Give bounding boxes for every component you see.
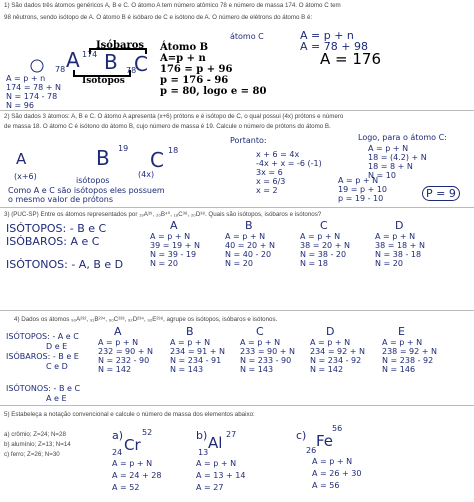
q3-class-line: ISÓBAROS: A e C — [6, 235, 100, 248]
q1-atomo-b — [160, 42, 266, 97]
q2-note-line2: o mesmo valor de prótons — [8, 195, 114, 204]
q3-col-line: N = 38 - 20 — [300, 250, 347, 259]
q5b-num: 13 — [198, 448, 209, 457]
atomo-b-line: 176 = p + 96 — [160, 64, 233, 75]
logo-line: N = 10 — [368, 171, 396, 180]
equation-line: x + 6 = 4x — [256, 150, 300, 159]
atomo-c-line: A = p + n — [300, 29, 354, 42]
q4-col-line: N = 146 — [382, 365, 416, 374]
q4-col-letter: C — [256, 325, 264, 338]
q2-statement-line1: 2) São dados 3 átomos: A, B e C. O átomo A apresenta (x+6) prótons e é isótopo de C, o qual possui (4x) prótons e número — [4, 113, 344, 120]
q4-col-line: 233 = 90 + N — [240, 347, 296, 356]
equation-line: -4x + x = -6 (-1) — [256, 159, 322, 168]
logo-line: A = p + N — [368, 144, 409, 153]
q2-note-line1: Como A e C são isótopos eles possuem — [8, 186, 165, 195]
equation-line: x = 2 — [256, 186, 278, 195]
q5a-work — [112, 458, 161, 494]
q3-col-line: A = p + N — [225, 232, 266, 241]
work-line: A = p + n — [6, 74, 46, 83]
q5a-symbol: Cr — [124, 436, 141, 454]
q4-col-line: N = 143 — [240, 365, 274, 374]
q5c-symbol: Fe — [316, 432, 334, 450]
q4-class-line: ISÓTOPOS: - A e C — [6, 332, 79, 341]
q4-col-d — [310, 326, 365, 374]
logo-label: Logo, para o átomo C: — [358, 133, 447, 142]
q5a-num: 24 — [112, 448, 123, 457]
equation-line: 3x = 6 — [256, 168, 283, 177]
q4-statement: 4) Dados os átomos ₉₀A²³², ₉₁B²³⁴, ₉₀C²³³, ₉₂D²³⁴, ₉₂E²³⁸, agrupe os isótopos, isóbaros e isótonos. — [14, 316, 278, 323]
q5b-line: A = p + N — [196, 459, 237, 468]
q5-statement: 5) Estabeleça a notação convencional e calcule o número de massa dos elementos abaixo: — [4, 411, 255, 418]
q2-label-isotopos: isótopos — [76, 176, 110, 185]
b-work-line: A = p + N — [338, 176, 379, 185]
atom-a-mass: 174 — [82, 50, 98, 59]
q3-col-line: N = 38 - 18 — [375, 250, 422, 259]
q3-col-line: N = 20 — [225, 259, 253, 268]
q4-col-line: 234 = 92 + N — [310, 347, 366, 356]
q5a-mass: 52 — [142, 428, 153, 437]
work-line: 174 = 78 + N — [6, 83, 62, 92]
q5-items — [4, 430, 71, 460]
q5c-line: A = 56 — [312, 481, 340, 490]
work-line: N = 96 — [6, 101, 34, 110]
q3-class-line: ISÓTOPOS: - B e C — [6, 222, 107, 235]
q2-answer: P = 9 — [422, 186, 460, 201]
q3-col-letter: C — [320, 219, 328, 232]
atomo-c-result: A = 176 — [320, 50, 381, 68]
q5-item: b) alumínio; Z=13; N=14 — [4, 441, 71, 448]
atomo-b-line: p = 80, logo e = 80 — [160, 86, 267, 97]
atom-a-number: 78 — [55, 65, 66, 74]
q3-col-line: N = 39 - 19 — [150, 250, 197, 259]
q2-atom-b: B — [96, 146, 110, 170]
atomo-c-line: A = 78 + 98 — [300, 40, 368, 53]
q4-class-line: A e E — [46, 394, 67, 403]
q1-statement-line1: 1) São dados três átomos genéricos A, B e C. O átomo A tem número atômico 78 e número de massa 174. O átomo C tem — [4, 2, 341, 9]
atom-a-symbol: A — [66, 48, 80, 72]
q3-col-line: N = 20 — [150, 259, 178, 268]
q5c-label: c) — [296, 429, 307, 442]
q4-col-line: A = p + N — [382, 338, 423, 347]
q3-col-line: A = p + N — [150, 232, 191, 241]
q5b-symbol: Al — [208, 434, 223, 452]
q1-atomo-c — [300, 30, 381, 67]
q4-col-line: 234 = 91 + N — [170, 347, 226, 356]
q4-col-c — [240, 326, 295, 374]
portanto-label: Portanto: — [230, 136, 267, 145]
atomo-b-line: A=p + n — [160, 53, 206, 64]
q2-label-a: (x+6) — [14, 172, 37, 181]
q5c-line: A = 26 + 30 — [312, 469, 362, 478]
q3-col-letter: D — [395, 219, 404, 232]
q5a-line: A = p + N — [112, 459, 153, 468]
q3-col-line: A = p + N — [300, 232, 341, 241]
atomo-b-title: Átomo B — [160, 42, 209, 53]
q5c-work — [312, 456, 361, 492]
q3-col-b — [225, 220, 275, 268]
q2-equations — [256, 150, 322, 195]
atom-b-symbol: B — [104, 50, 118, 74]
q4-col-line: N = 234 - 92 — [310, 356, 362, 365]
q5b-label: b) — [196, 429, 208, 442]
q3-class-line: ISÓTONOS: - A, B e D — [6, 258, 124, 271]
q3-col-line: A = p + N — [375, 232, 416, 241]
q3-col-line: 38 = 20 + N — [300, 241, 350, 250]
logo-line: 18 = 8 + N — [368, 162, 413, 171]
q5b-mass: 27 — [226, 430, 237, 439]
q5-item: c) ferro; Z=26; N=30 — [4, 451, 60, 458]
q3-col-line: 39 = 19 + N — [150, 241, 200, 250]
q3-col-line: 38 = 18 + N — [375, 241, 425, 250]
q3-col-line: N = 40 - 20 — [225, 250, 272, 259]
q4-col-line: N = 238 - 92 — [382, 356, 434, 365]
q3-col-d — [375, 220, 425, 268]
q2-label-c: (4x) — [138, 170, 155, 179]
q4-col-line: N = 142 — [310, 365, 344, 374]
atom-c-number: 78 — [126, 66, 137, 75]
q3-col-c — [300, 220, 350, 268]
q2-atom-c: C — [150, 148, 164, 172]
q4-col-line: A = p + N — [170, 338, 211, 347]
b-work-line: 19 = p + 10 — [338, 185, 388, 194]
q5b-line: A = 27 — [196, 483, 224, 492]
atomo-b-line: p = 176 - 96 — [160, 75, 229, 86]
q4-class-line: ISÓBAROS: - B e E — [6, 352, 79, 361]
q4-col-line: A = p + N — [98, 338, 139, 347]
q5c-num: 26 — [306, 446, 317, 455]
q4-class-line: C e D — [46, 362, 68, 371]
q2-logo-work — [368, 144, 427, 180]
q3-statement: 3) (PUC-SP) Entre os átomos representados por ₁₉A³⁹, ₂₀B⁴⁰, ₁₈C³⁸, ₂₀D³⁸. Quais são isótopos, isóbaros e isótonos? — [4, 211, 322, 218]
q4-col-letter: D — [326, 325, 335, 338]
q4-col-line: 232 = 90 + N — [98, 347, 154, 356]
work-line: N = 174 - 78 — [6, 92, 58, 101]
logo-line: 18 = (4.2) + N — [368, 153, 427, 162]
q4-col-a — [98, 326, 153, 374]
q3-col-line: 40 = 20 + N — [225, 241, 275, 250]
q2-c-mass: 18 — [168, 146, 179, 155]
q5a-line: A = 24 + 28 — [112, 471, 162, 480]
q3-col-letter: B — [245, 219, 253, 232]
q4-col-letter: B — [186, 325, 194, 338]
q3-col-line: N = 20 — [375, 259, 403, 268]
q4-col-e — [382, 326, 437, 374]
q5c-mass: 56 — [332, 424, 343, 433]
q5a-line: A = 52 — [112, 483, 140, 492]
q5-item: a) crômio; Z=24; N=28 — [4, 431, 66, 438]
q4-col-line: 238 = 92 + N — [382, 347, 438, 356]
q4-col-line: A = p + N — [240, 338, 281, 347]
q3-col-a — [150, 220, 200, 268]
q5b-line: A = 13 + 14 — [196, 471, 246, 480]
q4-col-b — [170, 326, 225, 374]
isotopos-label: Isótopos — [82, 76, 125, 86]
q2-atom-a: A — [16, 150, 27, 168]
q4-col-line: N = 234 - 91 — [170, 356, 222, 365]
q5c-line: A = p + N — [312, 457, 353, 466]
q4-col-letter: A — [114, 325, 122, 338]
q4-class-line: ISÓTONOS: - B e C — [6, 384, 81, 393]
q4-class-line: D e E — [46, 342, 68, 351]
atom-c-symbol: C — [134, 52, 148, 76]
q3-col-line: N = 18 — [300, 259, 328, 268]
isobaros-label: Isóbaros — [96, 40, 145, 51]
q4-col-line: A = p + N — [310, 338, 351, 347]
q4-col-line: N = 143 — [170, 365, 204, 374]
atomo-c-title: átomo C — [230, 32, 264, 41]
q2-b-mass: 19 — [118, 144, 129, 153]
q3-col-letter: A — [170, 219, 178, 232]
q2-atomo-b-work — [338, 176, 387, 203]
equation-line: x = 6/3 — [256, 177, 286, 186]
q3-classification — [6, 222, 123, 271]
q4-col-line: N = 232 - 90 — [98, 356, 150, 365]
q1-work-left — [6, 74, 61, 110]
q4-col-line: N = 142 — [98, 365, 132, 374]
q1-statement-line2: 98 nêutrons, sendo isótopo de A. O átomo B é isóbaro de C e isótono de A. O número de elétrons do átomo B é: — [4, 14, 313, 21]
q4-col-letter: E — [398, 325, 405, 338]
q5b-work — [196, 458, 245, 494]
q4-col-line: N = 233 - 90 — [240, 356, 292, 365]
b-work-line: p = 19 - 10 — [338, 194, 384, 203]
q2-statement-line2: de massa 18. O átomo C é isótono do átomo B, cujo número de massa é 19. Calcule o número de prótons do átomo B. — [4, 123, 331, 130]
q5a-label: a) — [112, 429, 124, 442]
q4-classification — [6, 332, 80, 404]
